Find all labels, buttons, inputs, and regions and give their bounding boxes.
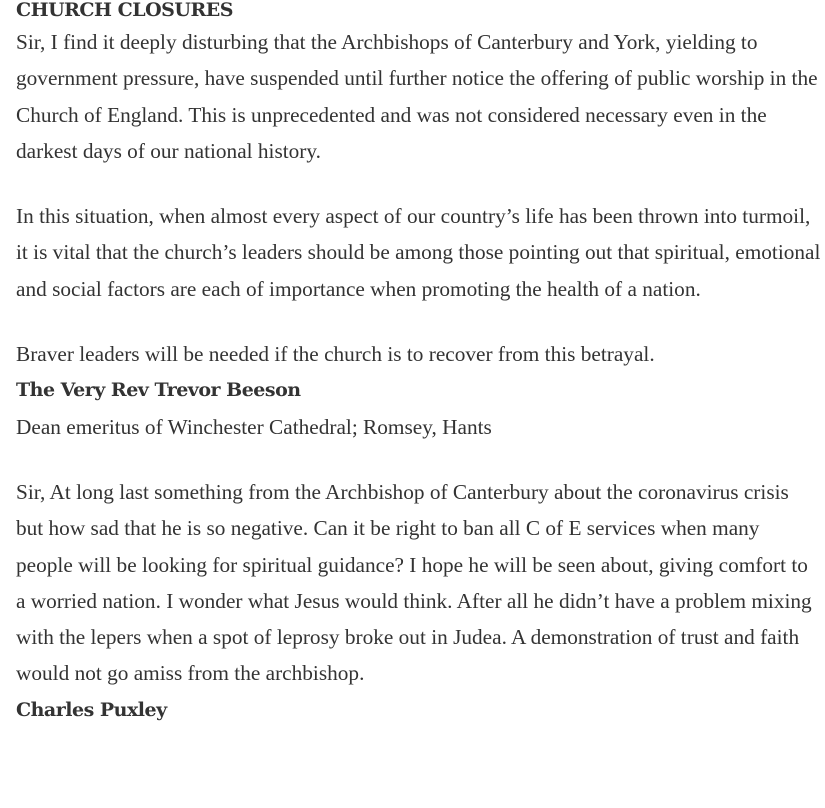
letter-2 (16, 474, 821, 728)
section-heading: CHURCH CLOSURES (16, 0, 233, 21)
letter-1-paragraph-3: Braver leaders will be needed if the church is to recover from this betrayal. (16, 342, 655, 367)
letter-1-paragraph-1: Sir, I find it deeply disturbing that the Archbishops of Canterbury and York, yielding to government pressure, have suspended until further notice the offering of public worship in the Church of England. This is unprecedented and was not considered necessary even in the darkest days of our national history. (16, 30, 818, 163)
letter-2-signature-name: Charles Puxley (16, 698, 167, 721)
letter-2-paragraph-1: Sir, At long last something from the Archbishop of Canterbury about the coronavirus crisis but how sad that he is so negative. Can it be right to ban all C of E services when many people will be looking for spiritual guidance? I hope he will be seen about, giving comfort to a worried nation. I wonder what Jesus would think. After all he didn’t have a problem mixing with the lepers when a spot of leprosy broke out in Judea. A demonstration of trust and faith would not go amiss from the archbishop. (16, 479, 812, 686)
paragraph-gap (16, 307, 821, 336)
letters-page (16, 0, 821, 728)
paragraph-gap (16, 169, 821, 198)
letter-1 (16, 24, 821, 445)
letter-1-signature-name: The Very Rev Trevor Beeson (16, 379, 301, 402)
letter-1-signature-role: Dean emeritus of Winchester Cathedral; Romsey, Hants (16, 414, 492, 439)
letter-gap (16, 445, 821, 474)
letter-1-paragraph-2: In this situation, when almost every aspect of our country’s life has been thrown into turmoil, it is vital that the church’s leaders should be among those pointing out that spiritual, emotional and social factors are each of importance when promoting the health of a nation. (16, 204, 821, 301)
